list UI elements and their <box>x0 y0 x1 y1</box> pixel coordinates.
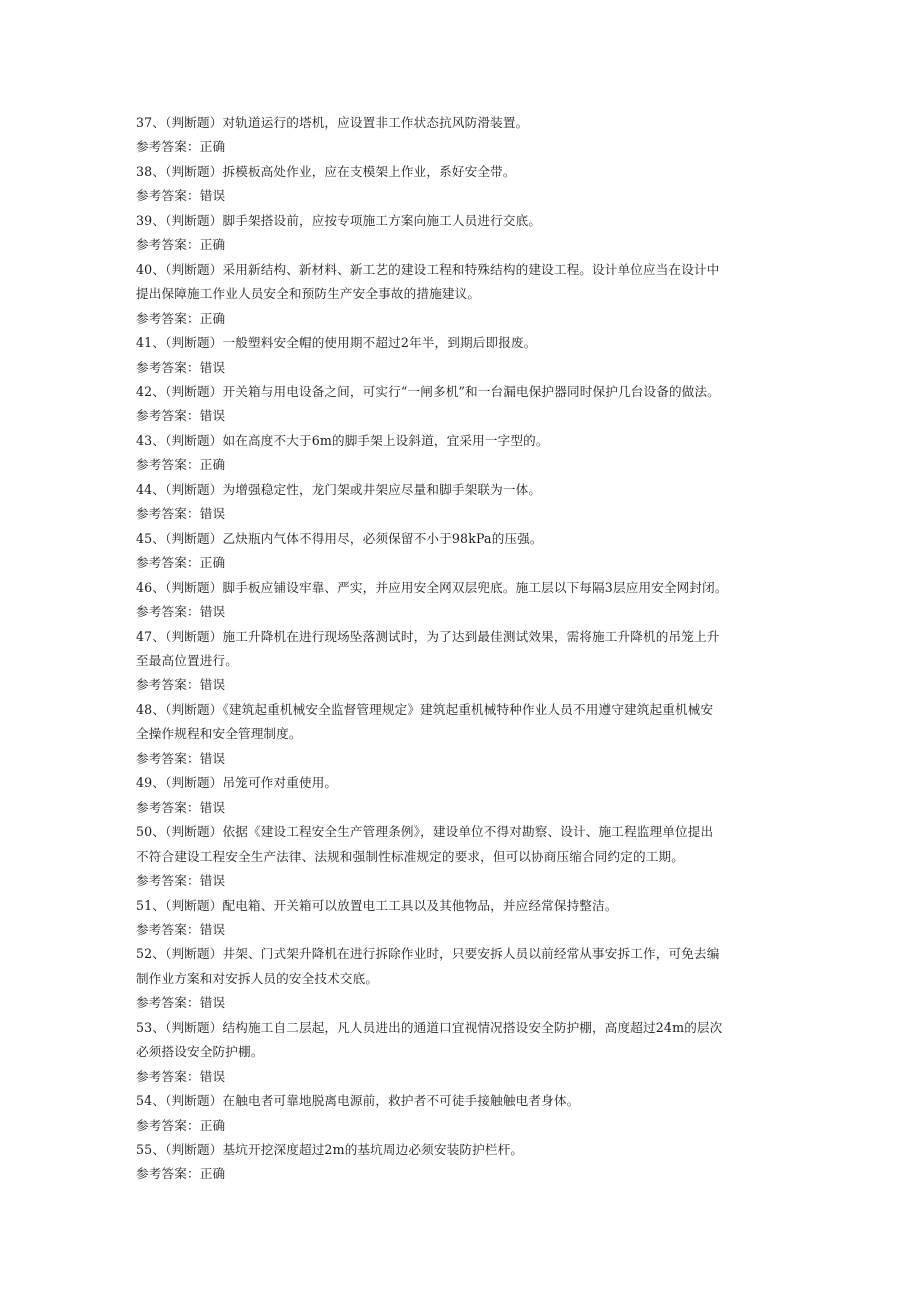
reference-answer: 参考答案：正确 <box>136 139 226 155</box>
question-line: 41、（判断题）一般塑料安全帽的使用期不超过2年半，到期后即报废。 <box>136 335 537 351</box>
reference-answer: 参考答案：正确 <box>136 1117 226 1133</box>
reference-answer: 参考答案：正确 <box>136 237 226 253</box>
question-text <box>136 894 796 918</box>
question-line: 44、（判断题）为增强稳定性，龙门架或井架应尽量和脚手架联为一体。 <box>136 481 542 497</box>
reference-answer: 参考答案：正确 <box>136 555 226 571</box>
question-text <box>136 160 796 184</box>
question-line: 42、（判断题）开关箱与用电设备之间，可实行“一闸多机”和一台漏电保护器同时保护几台设备的做法。 <box>136 383 720 399</box>
reference-answer: 参考答案：错误 <box>136 799 226 815</box>
question-text <box>136 527 796 551</box>
question-line: 40、（判断题）采用新结构、新材料、新工艺的建设工程和特殊结构的建设工程。设计单位应当在设计中 <box>136 261 720 277</box>
question-text <box>136 576 796 600</box>
question-line: 不符合建设工程安全生产法律、法规和强制性标准规定的要求，但可以协商压缩合同约定的工期。 <box>136 848 684 864</box>
question-text <box>136 478 796 502</box>
question-line: 制作业方案和对安拆人员的安全技术交底。 <box>136 970 379 986</box>
question-line: 37、（判断题）对轨道运行的塔机，应设置非工作状态抗风防滑装置。 <box>136 115 529 130</box>
question-text <box>136 1016 796 1065</box>
reference-answer: 参考答案：错误 <box>136 750 226 766</box>
question-line: 55、（判断题）基坑开挖深度超过2m的基坑周边必须安装防护栏杆。 <box>136 1142 524 1158</box>
reference-answer: 参考答案：正确 <box>136 310 226 326</box>
question-text <box>136 380 796 404</box>
reference-answer: 参考答案：错误 <box>136 873 226 889</box>
reference-answer: 参考答案：错误 <box>136 677 226 693</box>
reference-answer: 参考答案：正确 <box>136 1166 226 1182</box>
question-text <box>136 111 796 135</box>
question-line: 45、（判断题）乙炔瓶内气体不得用尽，必须保留不小于98kPa的压强。 <box>136 530 543 546</box>
reference-answer: 参考答案：错误 <box>136 995 226 1011</box>
question-text <box>136 942 796 991</box>
question-text <box>136 209 796 233</box>
question-list <box>136 111 796 1187</box>
question-line: 43、（判断题）如在高度不大于6m的脚手架上设斜道，宜采用一字型的。 <box>136 432 549 448</box>
reference-answer: 参考答案：错误 <box>136 604 226 620</box>
question-line: 49、（判断题）吊笼可作对重使用。 <box>136 775 338 791</box>
question-line: 提出保障施工作业人员安全和预防生产安全事故的措施建议。 <box>136 286 481 302</box>
reference-answer: 参考答案：正确 <box>136 457 226 473</box>
question-line: 47、（判断题）施工升降机在进行现场坠落测试时，为了达到最佳测试效果，需将施工升降机的吊笼上升 <box>136 628 720 644</box>
reference-answer: 参考答案：错误 <box>136 1068 226 1084</box>
reference-answer: 参考答案：错误 <box>136 408 226 424</box>
question-line: 52、（判断题）井架、门式架升降机在进行拆除作业时，只要安拆人员以前经常从事安拆工作，可免去编 <box>136 946 720 962</box>
question-line: 必须搭设安全防护棚。 <box>136 1044 264 1060</box>
question-text <box>136 771 796 795</box>
reference-answer: 参考答案：错误 <box>136 506 226 522</box>
question-text <box>136 1089 796 1113</box>
question-line: 全操作规程和安全管理制度。 <box>136 726 302 742</box>
question-text <box>136 258 796 307</box>
question-line: 50、（判断题）依据《建设工程安全生产管理条例》，建设单位不得对勘察、设计、施工程监理单位提出 <box>136 824 714 840</box>
reference-answer: 参考答案：错误 <box>136 921 226 937</box>
question-text <box>136 331 796 355</box>
question-line: 54、（判断题）在触电者可靠地脱离电源前，救护者不可徒手接触触电者身体。 <box>136 1093 580 1109</box>
reference-answer: 参考答案：错误 <box>136 188 226 204</box>
question-line: 至最高位置进行。 <box>136 652 238 668</box>
question-text <box>136 1138 796 1162</box>
question-line: 38、（判断题）拆模板高处作业，应在支模架上作业，系好安全带。 <box>136 163 516 179</box>
question-line: 39、（判断题）脚手架搭设前，应按专项施工方案向施工人员进行交底。 <box>136 212 542 228</box>
question-line: 46、（判断题）脚手板应铺设牢靠、严实，并应用安全网双层兜底。施工层以下每隔3层应用安全网封闭。 <box>136 579 728 595</box>
question-text <box>136 698 796 747</box>
question-text <box>136 429 796 453</box>
question-text <box>136 820 796 869</box>
question-text <box>136 625 796 674</box>
question-line: 51、（判断题）配电箱、开关箱可以放置电工工具以及其他物品，并应经常保持整洁。 <box>136 897 618 913</box>
reference-answer: 参考答案：错误 <box>136 359 226 375</box>
question-line: 53、（判断题）结构施工自二层起，凡人员进出的通道口宜视情况搭设安全防护棚，高度超过24m的层次 <box>136 1019 723 1035</box>
question-line: 48、（判断题）《建筑起重机械安全监督管理规定》建筑起重机械特种作业人员不用遵守建筑起重机械安 <box>136 701 714 717</box>
